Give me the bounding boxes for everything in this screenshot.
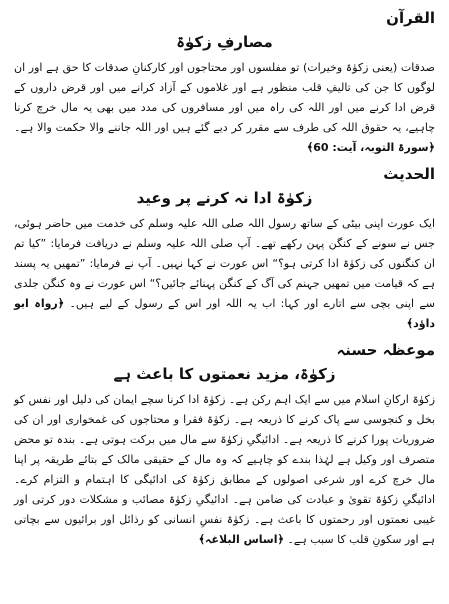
reference-hadith: ﴿رواہ ابو داؤد﴾ — [14, 297, 435, 330]
heading-advice: زکوٰۃ، مزید نعمتوں کا باعث ہے — [113, 365, 336, 383]
heading-hadith: زکوٰۃ ادا نہ کرنے پر وعید — [136, 189, 313, 207]
paragraph-advice — [14, 390, 435, 550]
paragraph-quran-text: صدقات (یعنی زکوٰۃ وخیرات) تو مفلسوں اور محتاجوں اور کارکنانِ صدقات کا حق ہے اور ان لوگوں کا جن کی تالیفِ قلب منظور ہے اور غلاموں کے آزاد کرانے میں اور قرض داروں کے قرض ادا کرنے میں اور اللہ کی راہ میں اور مسافروں کی مدد میں بھی یہ مال خرچ کرنا چاہیے، یہ حقوق اللہ کی طرف سے مقرر کر دیے گئے ہیں اور اللہ جاننے والا حکمت والا ہے۔ — [14, 61, 435, 134]
paragraph-hadith — [14, 214, 435, 334]
section-label-hadith: الحدیث — [383, 165, 435, 183]
paragraph-advice-text: زکوٰۃ ارکانِ اسلام میں سے ایک اہم رکن ہے۔ زکوٰۃ ادا کرنا سچے ایمان کی دلیل اور نفس کو بخل و کنجوسی سے پاک کرنے کا ذریعہ ہے۔ زکوٰۃ فقرا و محتاجوں کی غمخواری اور ان کی ضروریات پورا کرنے کا ذریعہ ہے۔ ادائیگیِ زکوٰۃ سے مال میں برکت ہوتی ہے۔ بندہ تو محض متصرف اور وکیل ہے لہٰذا بندے کو چاہیے کہ وہ مال کے حقیقی مالک کے بتائے طریقہ پر اپنا مال خرچ کرے اور شرعی اصولوں کے مطابق زکوٰۃ کی ادائیگی کا اہتمام و التزام کرے۔ ادائیگیِ زکوٰۃ تقویٰ و عبادت کی ضامن ہے۔ ادائیگیِ زکوٰۃ مصائب و مشکلات دور کرتی اور غیبی نعمتوں اور رحمتوں کا باعث ہے۔ زکوٰۃ نفسِ انسانی کو رذائل اور برائیوں سے بچاتی ہے اور سکونِ قلب کا سبب ہے۔ — [14, 393, 435, 546]
reference-advice: ﴿اساس البلاغہ﴾ — [198, 533, 284, 546]
heading-quran: مصارفِ زکوٰۃ — [176, 33, 273, 51]
paragraph-hadith-text: ایک عورت اپنی بیٹی کے ساتھ رسول اللہ صلی اللہ علیہ وسلم کی خدمت میں حاضر ہوئی، جس نے سونے کے کنگن پہن رکھے تھے۔ آپ صلی اللہ علیہ وسلم نے دریافت فرمایا: ”کیا تم ان کنگنوں کی زکوٰۃ ادا کرتی ہو؟“ اس عورت نے کہا نہیں۔ آپ نے فرمایا: ”تمھیں یہ پسند ہے کہ قیامت میں تمھیں جہنم کی آگ کے کنگن پہنائے جائیں؟“ اس عورت نے وہ کنگن جلدی سے اپنی بچی سے اتارے اور کہا: اب یہ اللہ اور اس کے رسول کے لیے ہیں۔ — [14, 217, 435, 310]
paragraph-quran — [14, 58, 435, 158]
reference-quran: ﴿سورۃ التوبہ، آیت: 60﴾ — [306, 141, 435, 154]
section-label-advice: موعظہ حسنہ — [336, 341, 435, 359]
section-label-quran: القرآن — [386, 9, 435, 27]
